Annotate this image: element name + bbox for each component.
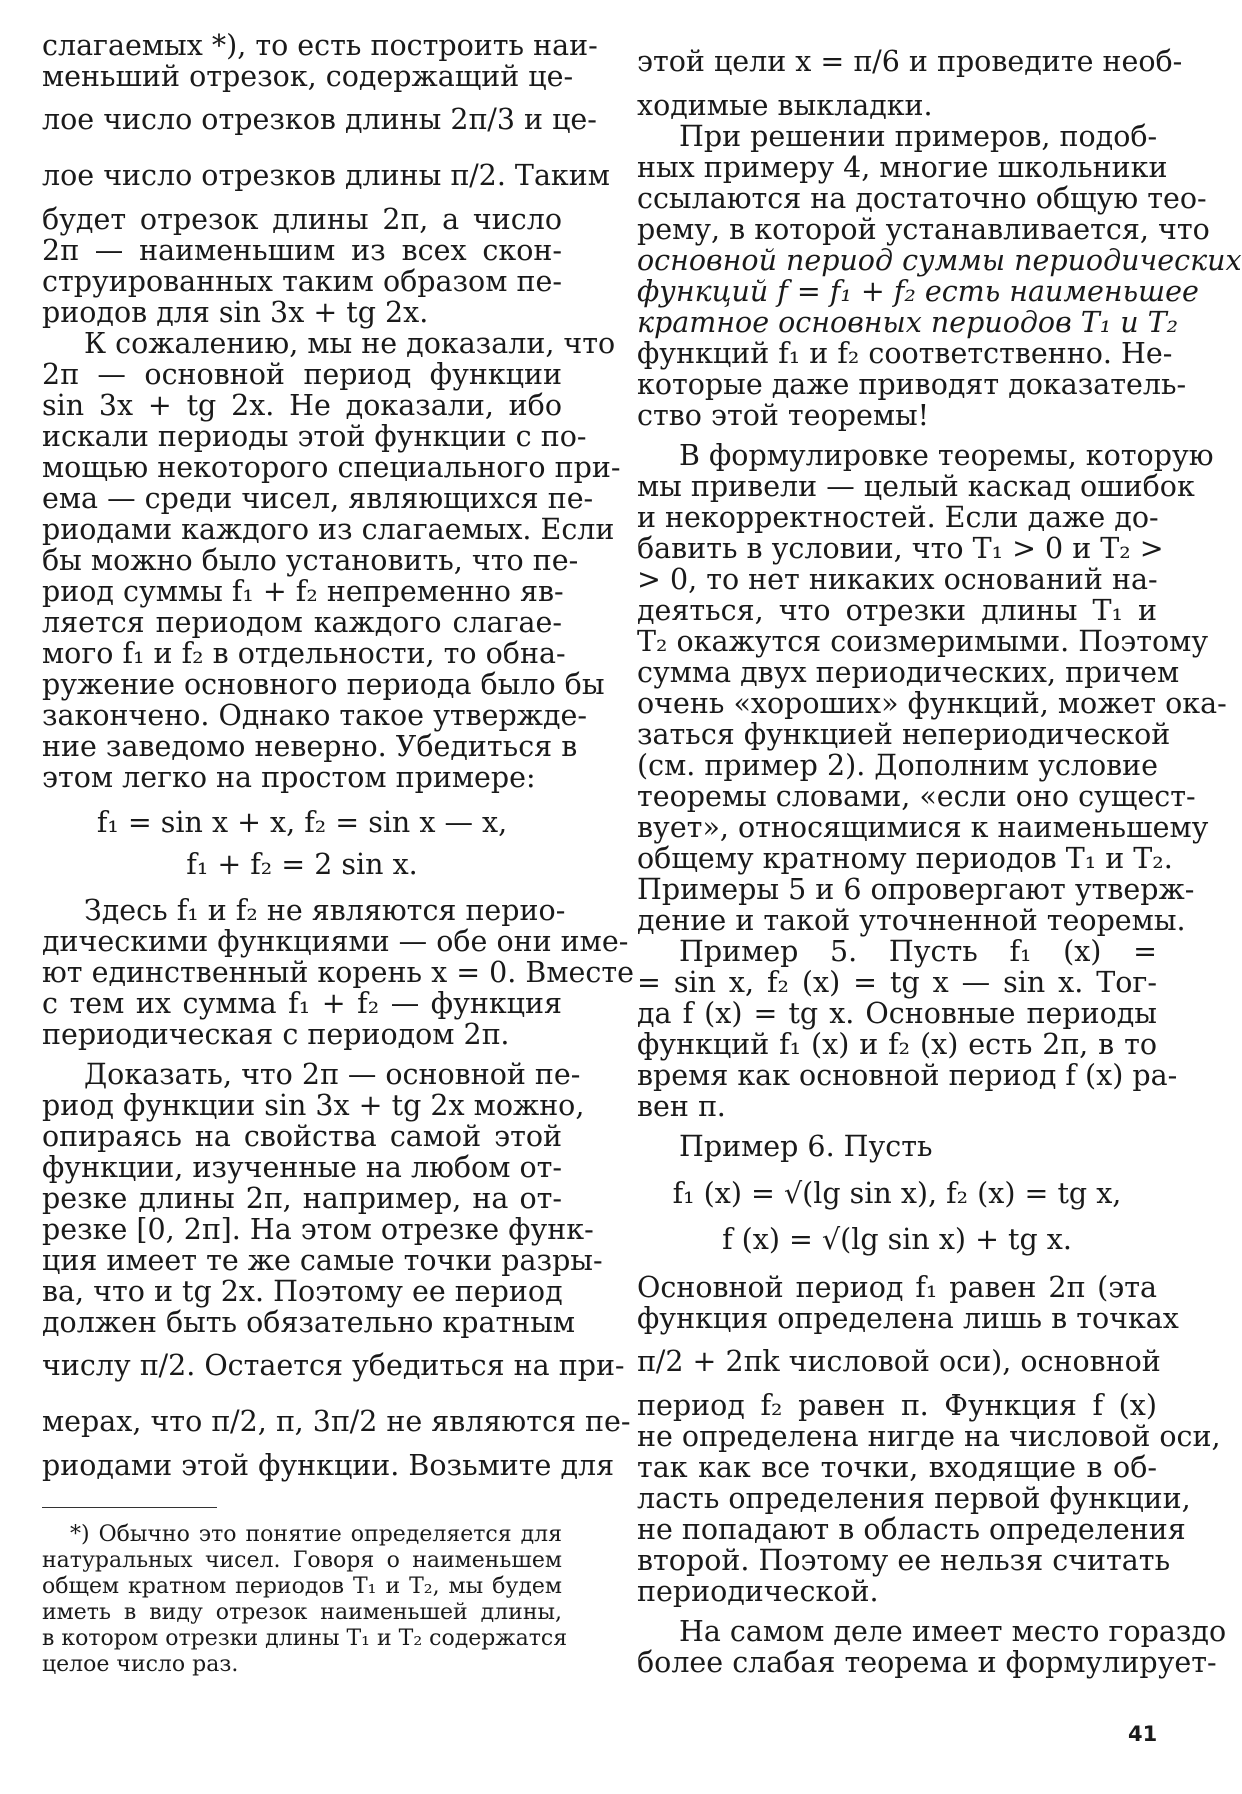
- text-line: Примеры 5 и 6 опровергают утверж-: [637, 873, 1195, 906]
- text-line: слагаемых *), то есть построить наи-: [42, 29, 598, 62]
- text-line: ция имеет те же самые точки разры-: [42, 1244, 603, 1277]
- footnote-line: *) Обычно это понятие определяется для: [70, 1522, 562, 1547]
- text-line: ют единственный корень x = 0. Вместе: [42, 956, 634, 989]
- text-line: теоремы словами, «если оно сущест-: [637, 780, 1196, 813]
- text-line: дение и такой уточненной теоремы.: [637, 904, 1186, 937]
- text-line: sin 3x + tg 2x. Не доказали, ибо: [42, 389, 562, 422]
- text-line: ссылаются на достаточно общую тео-: [637, 182, 1207, 215]
- text-line: должен быть обязательно кратным: [42, 1306, 576, 1339]
- equation-line: f₁ = sin x + x, f₂ = sin x — x,: [96, 806, 508, 839]
- text-line: вует», относящимися к наименьшему: [637, 811, 1209, 844]
- text-line: опираясь на свойства самой этой: [42, 1120, 562, 1153]
- text-line: функции, изученные на любом от-: [42, 1151, 562, 1184]
- text-line: ляется периодом каждого слагае-: [42, 606, 562, 639]
- text-line: заться функцией непериодической: [637, 718, 1171, 751]
- text-line: При решении примеров, подоб-: [679, 120, 1158, 153]
- text-line: этом легко на простом примере:: [42, 761, 536, 794]
- footnote-line: общем кратном периодов T₁ и T₂, мы будем: [42, 1574, 562, 1599]
- text-line: основной период суммы периодических: [637, 244, 1242, 277]
- text-line: с тем их сумма f₁ + f₂ — функция: [42, 987, 562, 1020]
- text-line: Доказать, что 2π — основной пе-: [84, 1058, 581, 1091]
- text-line: ема — среди чисел, являющихся пе-: [42, 482, 594, 515]
- text-line: ство этой теоремы!: [637, 399, 930, 432]
- text-line: > 0, то нет никаких оснований на-: [637, 563, 1158, 596]
- footnote-divider: [42, 1507, 217, 1508]
- text-line: ласть определения первой функции,: [637, 1482, 1191, 1515]
- footnote-line: целое число раз.: [42, 1652, 239, 1677]
- text-line: мерах, что π/2, π, 3π/2 не являются пе-: [42, 1405, 631, 1438]
- equation-line: f₁ + f₂ = 2 sin x.: [186, 848, 418, 881]
- text-line: искали периоды этой функции с по-: [42, 420, 587, 453]
- text-line: периодической.: [637, 1575, 879, 1608]
- text-line: меньший отрезок, содержащий це-: [42, 60, 574, 93]
- text-line: риодов для sin 3x + tg 2x.: [42, 296, 429, 329]
- text-line: вен π.: [637, 1090, 726, 1123]
- text-line: не попадают в область определения: [637, 1513, 1186, 1546]
- text-line: риодами каждого из слагаемых. Если: [42, 513, 615, 546]
- text-line: закончено. Однако такое утвержде-: [42, 699, 588, 732]
- left-column: [42, 29, 634, 1482]
- text-line: ние заведомо неверно. Убедиться в: [42, 730, 578, 763]
- text-line: очень «хороших» функций, может ока-: [637, 687, 1227, 720]
- footnote-line: натуральных чисел. Говоря о наименьшем: [42, 1548, 562, 1573]
- text-line: периодическая с периодом 2π.: [42, 1018, 510, 1051]
- text-line: более слабая теорема и формулирует-: [637, 1646, 1217, 1679]
- text-line: функций f₁ (x) и f₂ (x) есть 2π, в то: [637, 1028, 1157, 1061]
- text-line: деяться, что отрезки длины T₁ и: [637, 594, 1157, 627]
- text-line: риодами этой функции. Возьмите для: [42, 1449, 615, 1482]
- text-line: На самом деле имеет место гораздо: [679, 1615, 1227, 1648]
- text-line: функций f₁ и f₂ соответственно. Не-: [637, 337, 1173, 370]
- page-number: 41: [1128, 1722, 1158, 1746]
- text-line: Здесь f₁ и f₂ не являются перио-: [84, 894, 566, 927]
- example-heading: Пример 6. Пусть: [679, 1130, 933, 1163]
- text-line: ходимые выкладки.: [637, 89, 933, 122]
- text-line: сумма двух периодических, причем: [637, 656, 1180, 689]
- text-line: числу π/2. Остается убедиться на при-: [42, 1349, 625, 1382]
- text-line: Пример 5. Пусть f₁ (x) =: [679, 935, 1157, 968]
- text-line: ва, что и tg 2x. Поэтому ее период: [42, 1275, 563, 1308]
- footnote: [42, 1522, 568, 1678]
- text-line: К сожалению, мы не доказали, что: [84, 327, 616, 360]
- right-column: [637, 34, 1242, 1679]
- text-line: рему, в которой устанавливается, что: [637, 213, 1210, 246]
- text-line: которые даже приводят доказатель-: [637, 368, 1187, 401]
- text-line: период f₂ равен π. Функция f (x): [637, 1389, 1157, 1422]
- text-line: Основной период f₁ равен 2π (эта: [637, 1271, 1157, 1304]
- text-line: лое число отрезков длины π/2. Таким: [42, 159, 610, 192]
- text-line: бы можно было установить, что пе-: [42, 544, 579, 577]
- text-line: мощью некоторого специального при-: [42, 451, 621, 484]
- text-line: лое число отрезков длины 2π/3 и це-: [42, 103, 597, 136]
- text-line: этой цели x = π/6 и проведите необ-: [637, 45, 1183, 78]
- text-line: резке длины 2π, например, на от-: [42, 1182, 562, 1215]
- text-line: будет отрезок длины 2π, а число: [42, 203, 562, 236]
- text-line: функций f = f₁ + f₂ есть наименьшее: [637, 275, 1199, 308]
- equation-line: f₁ (x) = √(lg sin x), f₂ (x) = tg x,: [672, 1177, 1122, 1210]
- text-line: ружение основного периода было бы: [42, 668, 605, 701]
- text-line: общему кратному периодов T₁ и T₂.: [637, 842, 1173, 875]
- text-line: В формулировке теоремы, которую: [679, 439, 1214, 472]
- text-line: кратное основных периодов T₁ и T₂: [637, 306, 1179, 339]
- text-line: = sin x, f₂ (x) = tg x — sin x. Тог-: [637, 966, 1157, 999]
- text-line: время как основной период f (x) ра-: [637, 1059, 1178, 1092]
- text-line: да f (x) = tg x. Основные периоды: [637, 997, 1157, 1030]
- text-line: струированных таким образом пе-: [42, 265, 562, 298]
- text-line: функция определена лишь в точках: [637, 1302, 1179, 1335]
- text-line: риод функции sin 3x + tg 2x можно,: [42, 1089, 585, 1122]
- text-line: π/2 + 2πk числовой оси), основной: [637, 1345, 1161, 1378]
- text-line: 2π — наименьшим из всех скон-: [42, 234, 562, 267]
- text-line: ных примеру 4, многие школьники: [637, 151, 1168, 184]
- equation-line: f (x) = √(lg sin x) + tg x.: [722, 1223, 1072, 1256]
- text-line: (см. пример 2). Дополним условие: [637, 749, 1159, 782]
- text-line: риод суммы f₁ + f₂ непременно яв-: [42, 575, 564, 608]
- text-line: 2π — основной период функции: [42, 358, 562, 391]
- text-line: дическими функциями — обе они име-: [42, 925, 629, 958]
- text-line: мого f₁ и f₂ в отдельности, то обна-: [42, 637, 566, 670]
- text-line: мы привели — целый каскад ошибок: [637, 470, 1195, 503]
- text-line: и некорректностей. Если даже до-: [637, 501, 1159, 534]
- text-line: так как все точки, входящие в об-: [637, 1451, 1157, 1484]
- footnote-line: в котором отрезки длины T₁ и T₂ содержатся: [42, 1626, 568, 1651]
- text-line: T₂ окажутся соизмеримыми. Поэтому: [637, 625, 1209, 658]
- text-line: резке [0, 2π]. На этом отрезке функ-: [42, 1213, 594, 1246]
- text-line: не определена нигде на числовой оси,: [637, 1420, 1221, 1453]
- text-line: второй. Поэтому ее нельзя считать: [637, 1544, 1171, 1577]
- footnote-line: иметь в виду отрезок наименьшей длины,: [42, 1600, 562, 1625]
- text-line: бавить в условии, что T₁ > 0 и T₂ >: [637, 532, 1164, 565]
